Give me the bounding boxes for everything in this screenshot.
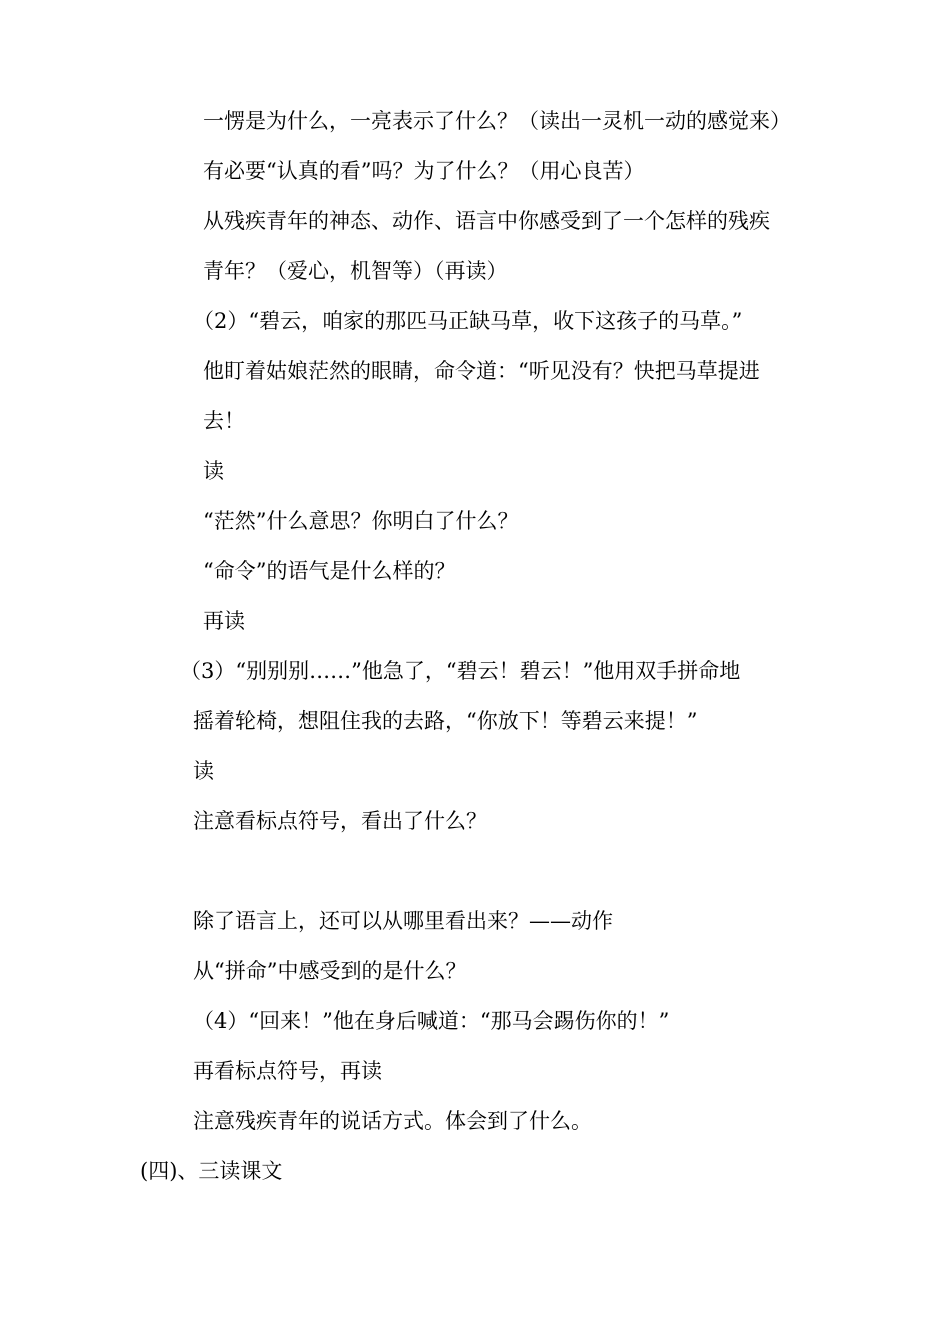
text-line: 除了语言上，还可以从哪里看出来？——动作 [193, 909, 613, 933]
text-line: 读 [193, 759, 214, 783]
text-line: 摇着轮椅，想阻住我的去路，“你放下！等碧云来提！” [193, 709, 698, 733]
section-heading: (四)、三读课文 [140, 1159, 283, 1183]
text-line: （3）“别别别……”他急了，“碧云！碧云！”他用双手拼命地 [180, 659, 741, 683]
text-line: （4）“回来！”他在身后喊道：“那马会踢伤你的！” [193, 1009, 670, 1033]
text-line: 注意看标点符号，看出了什么？ [193, 809, 487, 833]
text-line: 读 [203, 459, 224, 483]
text-line: 去！ [203, 409, 245, 433]
text-line: 一愣是为什么，一亮表示了什么？（读出一灵机一动的感觉来） [203, 109, 791, 133]
text-line: （2）“碧云，咱家的那匹马正缺马草，收下这孩子的马草。” [193, 309, 743, 333]
text-line: 再读 [203, 609, 245, 633]
text-line: 他盯着姑娘茫然的眼睛，命令道：“听见没有？快把马草提进 [203, 359, 760, 383]
text-line: 从“拼命”中感受到的是什么？ [193, 959, 467, 983]
text-line: “茫然”什么意思？你明白了什么？ [203, 509, 519, 533]
text-line: “命令”的语气是什么样的？ [203, 559, 456, 583]
text-line: 注意残疾青年的说话方式。体会到了什么。 [193, 1109, 592, 1133]
text-line: 再看标点符号，再读 [193, 1059, 382, 1083]
text-line: 青年？（爱心，机智等）（再读） [203, 259, 508, 283]
text-line: 从残疾青年的神态、动作、语言中你感受到了一个怎样的残疾 [203, 209, 770, 233]
text-line: 有必要“认真的看”吗？为了什么？（用心良苦） [203, 159, 645, 183]
